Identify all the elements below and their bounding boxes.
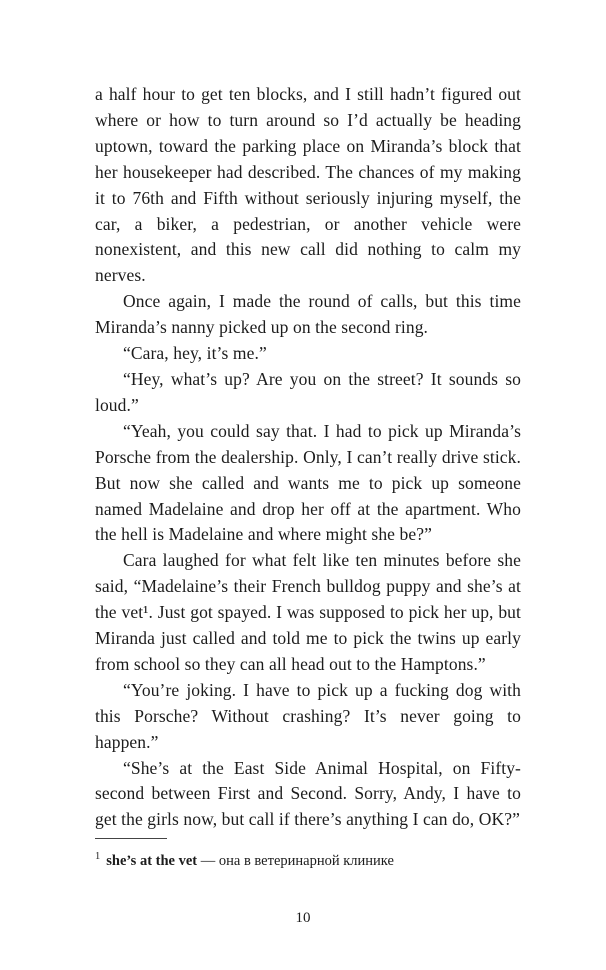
footnote-marker: 1 [95, 851, 101, 862]
paragraph: Cara laughed for what felt like ten minutes before she said, “Madelaine’s their French bulldog puppy and she’s at the vet¹. Just got spayed. I was supposed to pick her up, but Miranda just called and told me to pick the twins up early from school so they can all head out to the Hamptons.” [95, 550, 521, 674]
paragraph: “Yeah, you could say that. I had to pick up Miranda’s Porsche from the dealership. Only, I can’t really drive stick. But now she called and wants me to pick up someone named Madelaine and drop her off at the apartment. Who the hell is Madelaine and where might she be?” [95, 420, 521, 545]
footnote-area [95, 838, 521, 871]
paragraph: “Hey, what’s up? Are you on the street? It sounds so loud.” [95, 368, 521, 415]
footnote-divider [95, 838, 167, 839]
paragraph: “Cara, hey, it’s me.” [123, 343, 267, 364]
paragraph: Once again, I made the round of calls, but this time Miranda’s nanny picked up on the second ring. [95, 291, 521, 338]
paragraph: “She’s at the East Side Animal Hospital, on Fifty-second between First and Second. Sorry, Andy, I have to get the girls now, but call if there’s anything I can do, OK?” [95, 757, 521, 830]
text-block [95, 82, 521, 833]
paragraph: a half hour to get ten blocks, and I still hadn’t figured out where or how to turn around so I’d actually be heading uptown, toward the parking place on Miranda’s block that her housekeeper had described. The chances of my making it to 76th and Fifth without seriously injuring myself, the car, a biker, a pedestrian, or another vehicle were nonexistent, and this new call did nothing to calm my nerves. [95, 84, 521, 286]
paragraph: “You’re joking. I have to pick up a fucking dog with this Porsche? Without crashing? It’s never going to happen.” [95, 679, 521, 752]
footnote [95, 847, 521, 871]
page-number: 10 [295, 910, 311, 926]
footnote-definition: — она в ветеринарной клинике [197, 852, 394, 869]
footnote-term: she’s at the vet [106, 852, 198, 869]
